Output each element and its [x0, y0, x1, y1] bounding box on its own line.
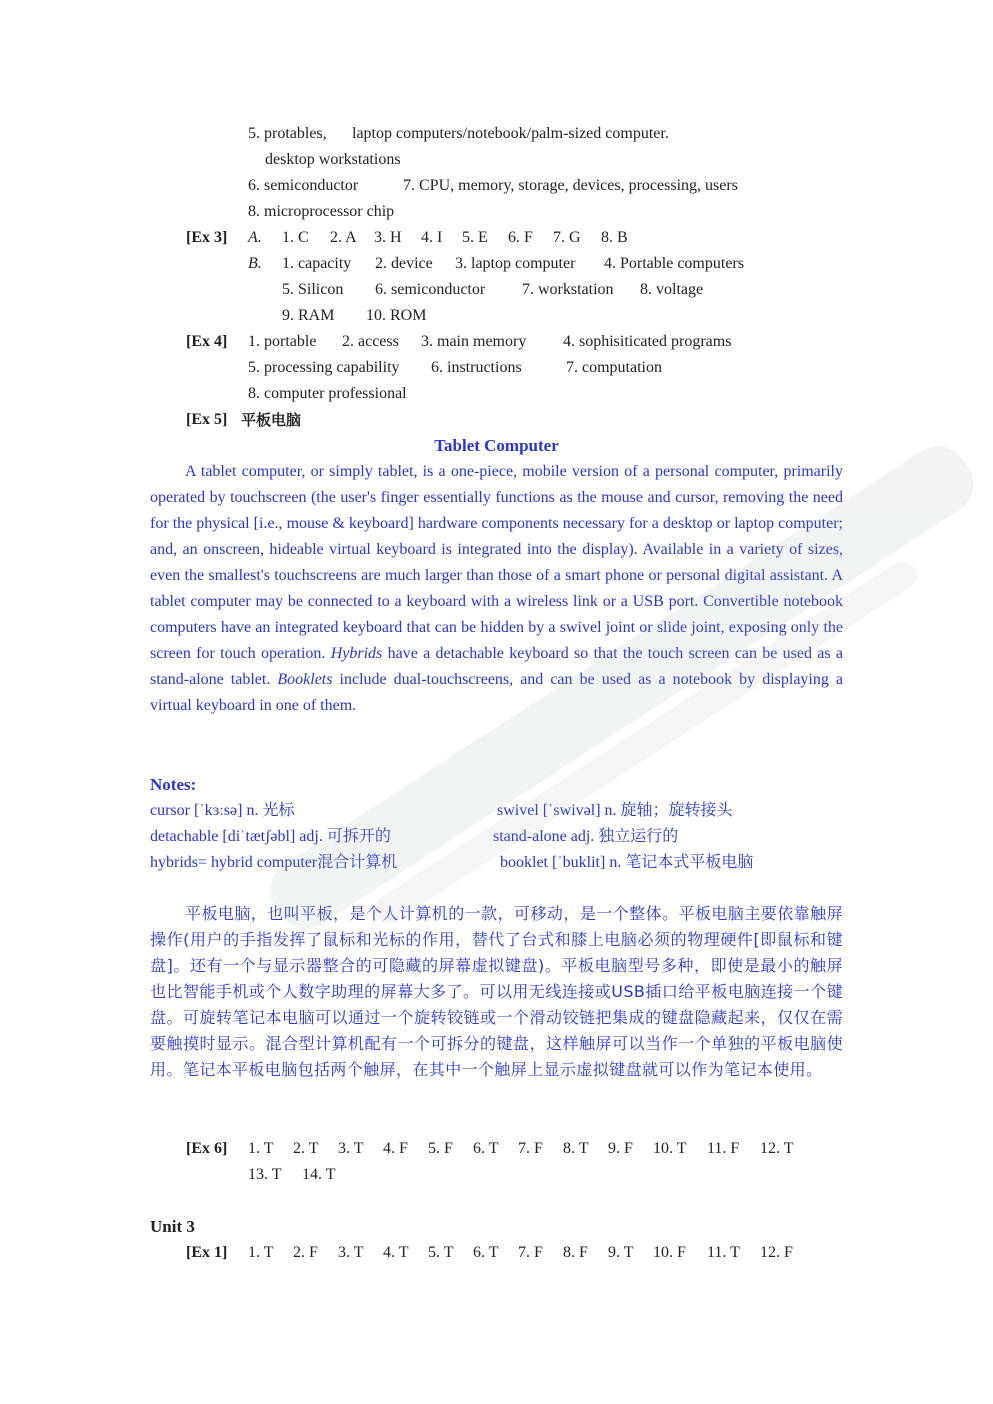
answer-item: 3. T — [338, 1244, 364, 1261]
answer-item: 11. T — [707, 1244, 740, 1261]
answer-item: 9. RAM — [282, 307, 335, 324]
part-label: B. — [248, 255, 262, 272]
note-item: hybrids= hybrid computer混合计算机 — [150, 854, 398, 871]
notes-heading: Notes: — [150, 775, 197, 794]
answer-item: 5. F — [428, 1140, 453, 1157]
answer-item: 8. voltage — [640, 281, 704, 298]
answer-item: 8. F — [563, 1244, 588, 1261]
answer-item: 12. T — [760, 1140, 794, 1157]
answer-item: 3. main memory — [421, 333, 527, 350]
answer-item: 4. Portable computers — [604, 255, 744, 272]
note-item: stand-alone adj. 独立运行的 — [493, 828, 679, 845]
answer-item: 8. T — [563, 1140, 589, 1157]
answer-item: 2. T — [293, 1140, 319, 1157]
answer-item: 7. G — [553, 229, 581, 246]
exercise-label: [Ex 1] — [186, 1244, 228, 1261]
exercise-heading-cn: 平板电脑 — [241, 411, 302, 429]
note-item: detachable [diˈtætʃəbl] adj. 可拆开的 — [150, 828, 391, 845]
passage-term: Booklets — [277, 671, 333, 688]
answer-item: 3. H — [374, 229, 402, 246]
answer-item: 2. device — [375, 255, 433, 272]
answer-line: laptop computers/notebook/palm-sized computer. — [352, 125, 669, 142]
answer-item: 1. T — [248, 1140, 274, 1157]
answer-line: 5. protables, — [248, 125, 327, 142]
answer-item: 2. F — [293, 1244, 318, 1261]
answer-item: 6. T — [473, 1140, 499, 1157]
passage-title: Tablet Computer — [434, 436, 559, 455]
answer-item: 7. computation — [566, 359, 662, 376]
answer-line: 8. microprocessor chip — [248, 203, 395, 220]
answer-item: 11. F — [707, 1140, 740, 1157]
answer-line: 7. CPU, memory, storage, devices, processing, users — [403, 177, 738, 194]
answer-item: 9. F — [608, 1140, 633, 1157]
answer-item: 1. portable — [248, 333, 317, 350]
part-label: A. — [248, 229, 262, 246]
answer-item: 8. B — [601, 229, 628, 246]
answer-item: 14. T — [302, 1166, 336, 1183]
answer-item: 4. T — [383, 1244, 409, 1261]
answer-item: 7. F — [518, 1140, 543, 1157]
answer-item: 4. I — [421, 229, 443, 246]
answer-item: 4. sophisiticated programs — [563, 333, 732, 350]
exercise-label: [Ex 5] — [186, 411, 228, 428]
answer-item: 6. F — [508, 229, 533, 246]
exercise-label: [Ex 4] — [186, 333, 228, 350]
unit-heading: Unit 3 — [150, 1217, 195, 1236]
answer-item: 2. access — [342, 333, 399, 350]
answer-item: 1. capacity — [282, 255, 352, 272]
answer-item: 8. computer professional — [248, 385, 407, 402]
answer-item: 6. instructions — [431, 359, 522, 376]
answer-item: 9. T — [608, 1244, 634, 1261]
answer-item: 7. workstation — [522, 281, 614, 298]
passage-paragraph — [150, 459, 843, 719]
answer-line: 6. semiconductor — [248, 177, 359, 194]
exercise-label: [Ex 3] — [186, 229, 228, 246]
answer-item: 13. T — [248, 1166, 282, 1183]
answer-item: 7. F — [518, 1244, 543, 1261]
answer-item: 5. processing capability — [248, 359, 400, 376]
answer-item: 10. T — [653, 1140, 687, 1157]
passage-text: include dual-touchscreens, and can be used as a notebook by displaying a virtual keyboard in one of them. — [150, 671, 844, 714]
answer-item: 10. F — [653, 1244, 686, 1261]
answer-item: 1. T — [248, 1244, 274, 1261]
answer-item: 2. A — [330, 229, 357, 246]
passage-text: A tablet computer, or simply tablet, is a one-piece, mobile version of a personal computer, primarily operated by touchscreen (the user's finger essentially functions as the mouse and cursor, removing the need for the physical [i.e., mouse & keyboard] hardware components necessary for a desktop or laptop computer; and, an onscreen, hideable virtual keyboard is integrated into the display). Available in a variety of sizes, even the smallest's touchscreens are much larger than those of a smart phone or personal digital assistant. A tablet computer may be connected to a keyboard with a wireless link or a USB port. Convertible notebook computers have an integrated keyboard that can be hidden by a swivel joint or slide joint, exposing only the screen for touch operation. — [150, 463, 843, 662]
translation-paragraph: 平板电脑，也叫平板，是个人计算机的一款，可移动，是一个整体。平板电脑主要依靠触屏操作(用户的手指发挥了鼠标和光标的作用，替代了台式和膝上电脑必须的物理硬件[即鼠标和键盘]。还有一个与显示器整合的可隐藏的屏幕虚拟键盘)。平板电脑型号多种，即使是最小的触屏也比智能手机或个人数字助理的屏幕大多了。可以用无线连接或USB插口给平板电脑连接一个键盘。可旋转笔记本电脑可以通过一个旋转铰链或一个滑动铰链把集成的键盘隐藏起来，仅仅在需要触摸时显示。混合型计算机配有一个可拆分的键盘，这样触屏可以当作一个单独的平板电脑使用。笔记本平板电脑包括两个触屏，在其中一个触屏上显示虚拟键盘就可以作为笔记本使用。 — [150, 904, 843, 1079]
answer-item: 4. F — [383, 1140, 408, 1157]
answer-line: desktop workstations — [265, 151, 401, 168]
answer-item: 3. laptop computer — [455, 255, 576, 272]
answer-item: 10. ROM — [366, 307, 427, 324]
answer-item: 3. T — [338, 1140, 364, 1157]
answer-item: 6. T — [473, 1244, 499, 1261]
answer-item: 5. Silicon — [282, 281, 344, 298]
passage-text: have a detachable keyboard so that the touch screen can be used as a stand-alone tablet. — [150, 645, 844, 688]
exercise-label: [Ex 6] — [186, 1140, 228, 1157]
answer-item: 5. E — [462, 229, 488, 246]
answer-item: 6. semiconductor — [375, 281, 486, 298]
passage-term: Hybrids — [330, 645, 383, 662]
answer-item: 5. T — [428, 1244, 454, 1261]
note-item: swivel [ˈswivəl] n. 旋轴；旋转接头 — [497, 802, 733, 819]
note-item: cursor [ˈkɜːsə] n. 光标 — [150, 802, 295, 819]
note-item: booklet [ˈbuklit] n. 笔记本式平板电脑 — [500, 854, 754, 871]
answer-item: 1. C — [282, 229, 309, 246]
answer-item: 12. F — [760, 1244, 793, 1261]
